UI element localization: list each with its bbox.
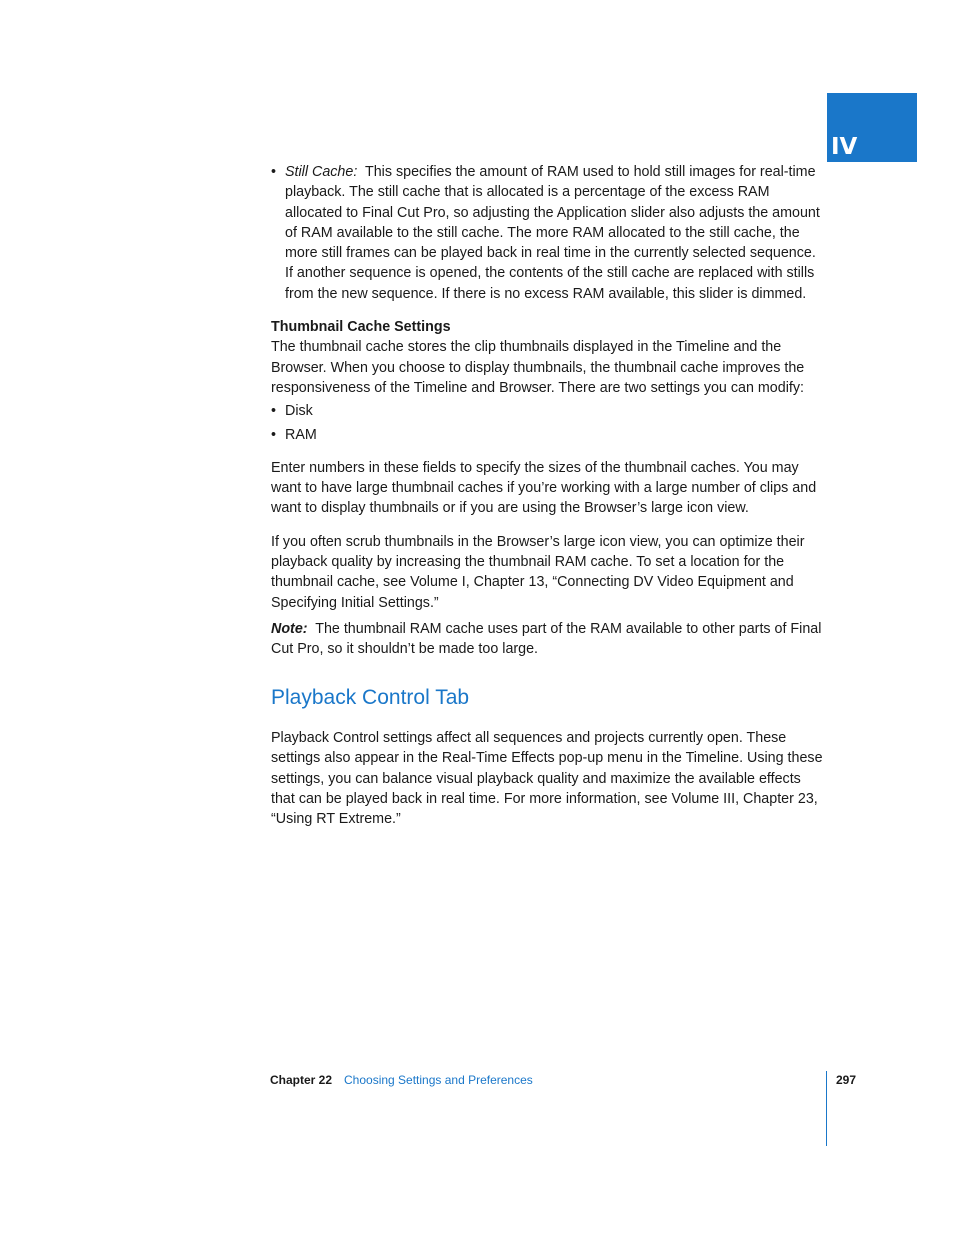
thumbnail-cache-intro: The thumbnail cache stores the clip thumbnails displayed in the Timeline and the Browser. When you choose to display thumbnails, the thumbnail cache improves the responsiveness of the Timeline and Browser. There are two settings you can modify:	[271, 339, 805, 396]
page-content	[271, 161, 827, 829]
thumbnail-scrub-paragraph: If you often scrub thumbnails in the Browser’s large icon view, you can optimize their playback quality by increasing the thumbnail RAM cache. To set a location for the thumbnail cache, see Volume I, Chapter 13, “Connecting DV Video Equipment and Specifying Initial Settings.”	[271, 533, 805, 611]
footer-divider	[826, 1071, 827, 1146]
part-tab-marker	[827, 93, 917, 162]
part-tab-label: IV	[831, 134, 858, 160]
playback-control-paragraph: Playback Control settings affect all sequences and projects currently open. These settings also appear in the Real-Time Effects pop-up menu in the Timeline. Using these settings, you can balance visual playback quality and maximize the available effects that can be played back in real time. For more information, see Volume III, Chapter 23, “Using RT Extreme.”	[271, 729, 823, 828]
still-cache-term: Still Cache:	[285, 164, 358, 180]
thumbnail-cache-heading: Thumbnail Cache Settings	[271, 319, 451, 336]
note-text: The thumbnail RAM cache uses part of the RAM available to other parts of Final Cut Pro, so it shouldn’t be made too large.	[271, 620, 822, 658]
footer-chapter-title: Choosing Settings and Preferences	[344, 1073, 533, 1087]
footer-chapter-label: Chapter 22	[270, 1073, 333, 1087]
setting-item-ram: • RAM	[271, 425, 827, 445]
section-title: Playback Control Tab	[271, 685, 470, 709]
page-number: 297	[836, 1073, 857, 1087]
still-cache-item	[271, 162, 827, 304]
note-label: Note:	[271, 620, 308, 637]
thumbnail-sizes-paragraph: Enter numbers in these fields to specify the sizes of the thumbnail caches. You may want to have large thumbnail caches if you’re working with a large number of clips and want to display thumbnails or if you are using the Browser’s large icon view.	[271, 459, 817, 517]
setting-item-disk: • Disk	[271, 401, 827, 421]
still-cache-text: This specifies the amount of RAM used to hold still images for real-time playback. The still cache that is allocated is a percentage of the excess RAM allocated to Final Cut Pro, so adjusting the Application slider also adjusts the amount of RAM available to the still cache. The more RAM allocated to the still cache, the more still frames can be played back in real time in the currently selected sequence. If another sequence is opened, the contents of the still cache are replaced with stills from the new sequence. If there is no excess RAM available, this slider is dimmed.	[285, 164, 820, 302]
note-paragraph	[271, 619, 827, 660]
